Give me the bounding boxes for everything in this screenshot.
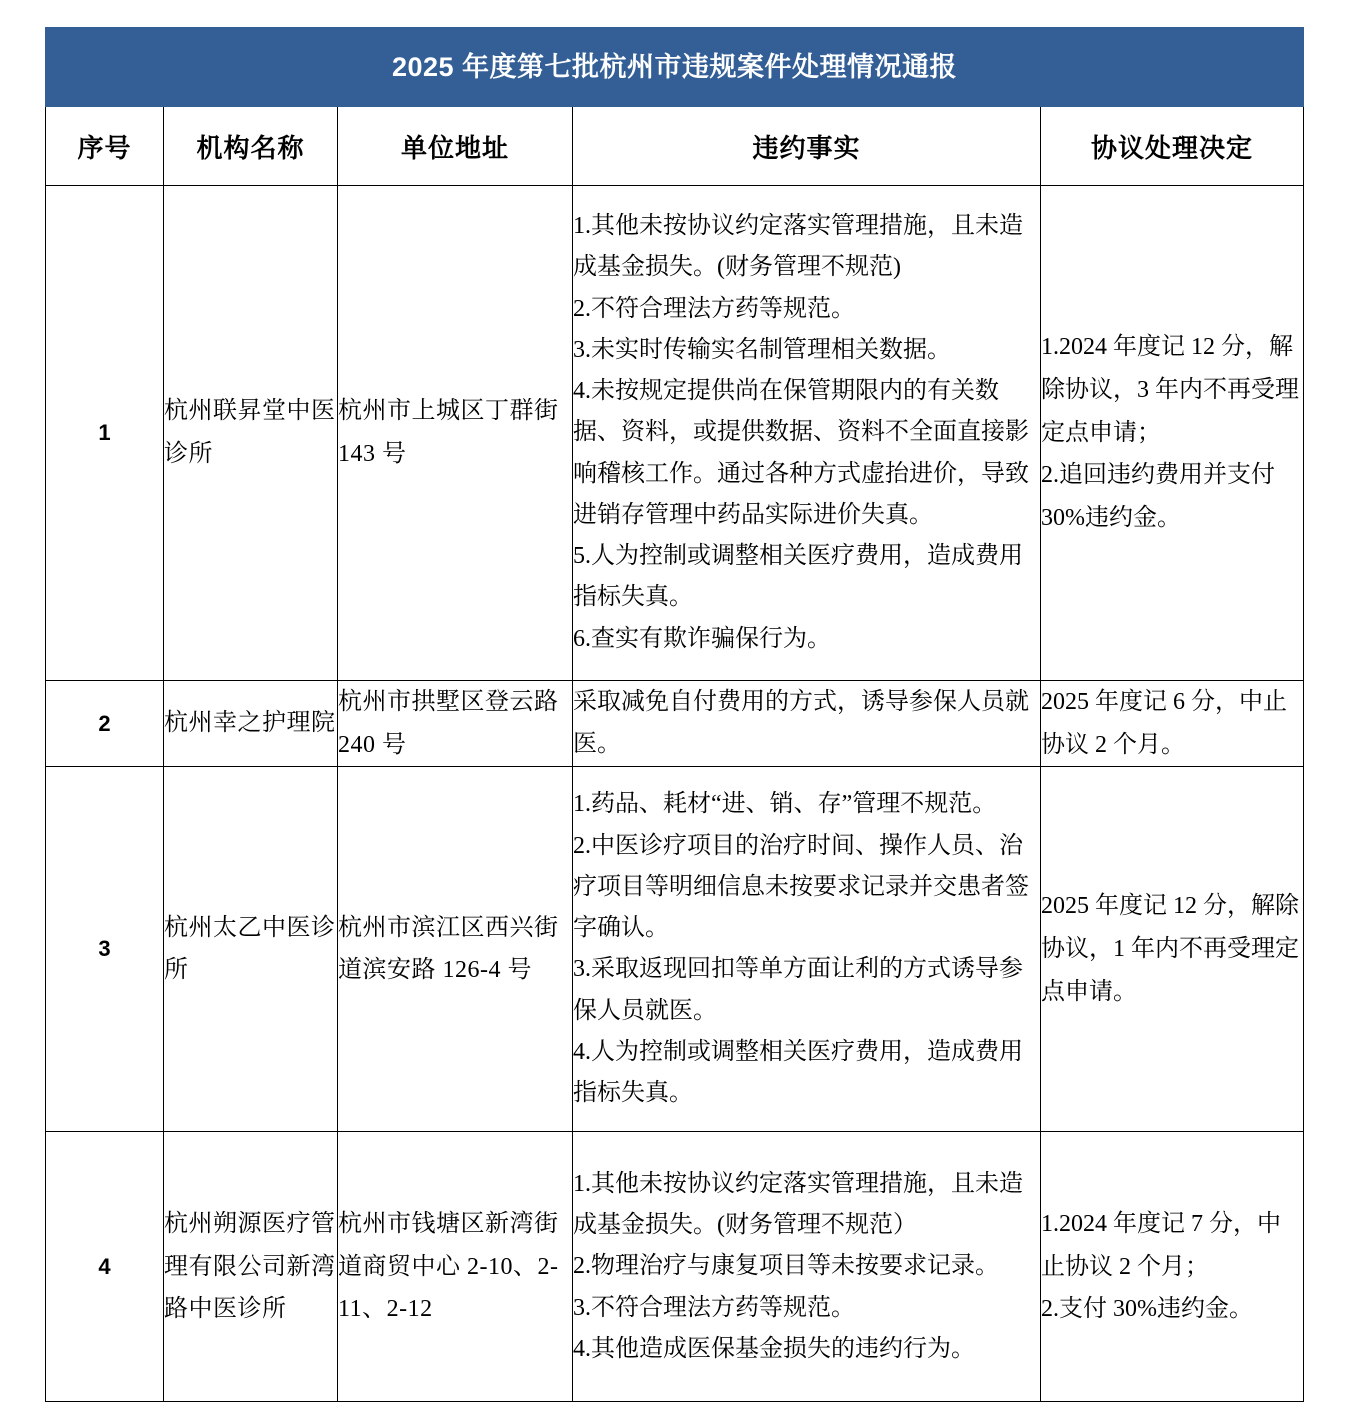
row-address: 杭州市拱墅区登云路 240 号 (338, 681, 573, 767)
column-header-decision: 协议处理决定 (1041, 107, 1304, 186)
column-header-address: 单位地址 (338, 107, 573, 186)
row-address: 杭州市上城区丁群街 143 号 (338, 186, 573, 681)
row-seq: 4 (46, 1132, 164, 1402)
row-institution-name: 杭州太乙中医诊所 (164, 767, 338, 1132)
row-seq: 3 (46, 767, 164, 1132)
table-row (46, 1132, 1304, 1402)
row-decision: 2025 年度记 6 分，中止协议 2 个月。 (1041, 681, 1304, 767)
row-address: 杭州市钱塘区新湾街道商贸中心 2-10、2-11、2-12 (338, 1132, 573, 1402)
column-header-facts: 违约事实 (573, 107, 1041, 186)
column-header-seq: 序号 (46, 107, 164, 186)
row-violation-facts: 采取减免自付费用的方式，诱导参保人员就医。 (573, 681, 1041, 767)
violation-report-table (45, 27, 1304, 1402)
row-violation-facts: 1.其他未按协议约定落实管理措施，且未造成基金损失。(财务管理不规范) 2.不符合理法方药等规范。 3.未实时传输实名制管理相关数据。 4.未按规定提供尚在保管期限内的有关数据、资料，或提供数据、资料不全面直接影响稽核工作。通过各种方式虚抬进价，导致进销存管理中药品实际进价失真。 5.人为控制或调整相关医疗费用，造成费用指标失真。 6.查实有欺诈骗保行为。 (573, 186, 1041, 681)
row-seq: 2 (46, 681, 164, 767)
table-row (46, 767, 1304, 1132)
column-header-name: 机构名称 (164, 107, 338, 186)
row-decision: 1.2024 年度记 7 分，中止协议 2 个月； 2.支付 30%违约金。 (1041, 1132, 1304, 1402)
row-institution-name: 杭州朔源医疗管理有限公司新湾路中医诊所 (164, 1132, 338, 1402)
row-seq: 1 (46, 186, 164, 681)
report-title-cell (46, 28, 1304, 107)
table-header-row (46, 107, 1304, 186)
table-row (46, 186, 1304, 681)
row-institution-name: 杭州幸之护理院 (164, 681, 338, 767)
row-address: 杭州市滨江区西兴街道滨安路 126-4 号 (338, 767, 573, 1132)
row-decision: 2025 年度记 12 分，解除协议，1 年内不再受理定点申请。 (1041, 767, 1304, 1132)
table-row (46, 681, 1304, 767)
row-decision: 1.2024 年度记 12 分，解除协议，3 年内不再受理定点申请； 2.追回违约费用并支付 30%违约金。 (1041, 186, 1304, 681)
row-violation-facts: 1.药品、耗材“进、销、存”管理不规范。 2.中医诊疗项目的治疗时间、操作人员、治疗项目等明细信息未按要求记录并交患者签字确认。 3.采取返现回扣等单方面让利的方式诱导参保人员就医。 4.人为控制或调整相关医疗费用，造成费用指标失真。 (573, 767, 1041, 1132)
title-row (46, 28, 1304, 107)
page-title: 2025 年度第七批杭州市违规案件处理情况通报 (391, 51, 958, 82)
row-institution-name: 杭州联昇堂中医诊所 (164, 186, 338, 681)
row-violation-facts: 1.其他未按协议约定落实管理措施，且未造成基金损失。(财务管理不规范） 2.物理治疗与康复项目等未按要求记录。 3.不符合理法方药等规范。 4.其他造成医保基金损失的违约行为。 (573, 1132, 1041, 1402)
